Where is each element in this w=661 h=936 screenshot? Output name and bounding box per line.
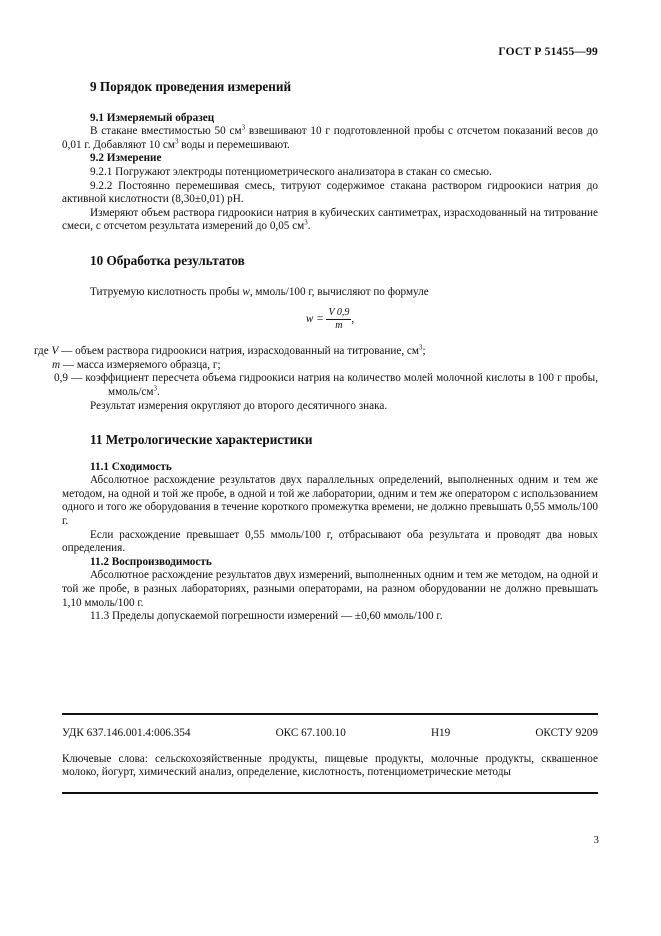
repeatability-action: Если расхождение превышает 0,55 ммоль/100 г, отбрасывают оба результата и проводят два новых определения. (62, 528, 598, 555)
subsection-9-1-text: В стакане вместимостью 50 $см^3$ взвешивают 10 г подготовленной пробы с отсчетом показаний весов до 0,01 г. Добавляют 10 $см^3$ воды и перемешивают. (62, 123, 599, 151)
formula-lhs: w = (305, 313, 324, 326)
section-10-title: 10 Обработка результатов (90, 252, 245, 268)
acidity-formula (62, 307, 598, 341)
oks-code: ОКС 67.100.10 (275, 727, 346, 739)
formula-denominator: m (335, 320, 343, 332)
keywords: Ключевые слова: сельскохозяйственные продукты, пищевые продукты, молочные продукты, сквашенное молоко, йогурт, химический анализ, определение, кислотность, потенциометрические методы (62, 752, 598, 779)
acidity-intro: Титруемую кислотность пробы w, ммоль/100 г, вычисляют по формуле (90, 285, 429, 298)
clause-9-2-1: 9.2.1 Погружают электроды потенциометрического анализатора в стакан со смесью. (90, 165, 492, 178)
subsection-9-1-title: 9.1 Измеряемый образец (90, 111, 215, 124)
formula-comma: , (351, 313, 355, 326)
reproducibility-text: Абсолютное расхождение результатов двух измерений, выполненных одним и тем же методом, на одной и той же пробе, в разных лабораториях, разными операторами, на разном оборудовании не должно превышать 1,10 ммоль/100 г. (62, 569, 598, 609)
classification-codes (62, 727, 598, 741)
top-rule (62, 713, 598, 715)
standard-header: ГОСТ Р 51455—99 (498, 46, 598, 58)
formula-numerator: V 0,9 (328, 307, 350, 319)
clause-9-2-2-measure: Измеряют объем раствора гидроокиси натрия в кубических сантиметрах, израсходованный на титрование смеси, с отсчетом результата измерений до 0,05 $см^3$. (62, 206, 598, 233)
clause-9-2-2: 9.2.2 Постоянно перемешивая смесь, титруют содержимое стакана раствором гидроокиси натрия до активной кислотности (8,30±0,01) pH. (62, 179, 598, 206)
formula-fraction (326, 307, 351, 332)
where-coefficient: 0,9 — коэффициент пересчета объема гидроокиси натрия на количество молей молочной кислоты в 100 г пробы, ммоль/$см^3$. (54, 372, 598, 398)
subsection-9-2-title: 9.2 Измерение (90, 152, 162, 165)
subsection-11-2-title: 11.2 Воспроизводимость (90, 555, 212, 568)
okstu-code: ОКСТУ 9209 (535, 727, 598, 739)
section-11-title: 11 Метрологические характеристики (90, 432, 313, 448)
repeatability-text: Абсолютное расхождение результатов двух параллельных определений, выполненных одним и тем же методом, на одной и той же пробе, в одной и той же лаборатории, одним и тем же оператором с использованием одного и того же оборудования в течение короткого промежутка времени, не должно превышать 0,55 ммоль/100 г. (62, 474, 598, 528)
classification-block (62, 713, 598, 794)
error-limits: 11.3 Пределы допускаемой погрешности измерений — ±0,60 ммоль/100 г. (90, 610, 443, 623)
h-code: Н19 (430, 727, 451, 739)
bottom-rule (62, 792, 598, 794)
where-v: где V — объем раствора гидроокиси натрия, израсходованный на титрование, $см^3$; (34, 343, 426, 358)
main-content (34, 79, 599, 624)
subsection-11-1-title: 11.1 Сходимость (90, 460, 172, 473)
udk-code: УДК 637.146.001.4:006.354 (62, 727, 191, 739)
section-9-title: 9 Порядок проведения измерений (90, 79, 292, 94)
where-m: m — масса измеряемого образца, г; (52, 358, 221, 371)
rounding-note: Результат измерения округляют до второго десятичного знака. (90, 399, 388, 412)
page-number: 3 (593, 834, 599, 846)
